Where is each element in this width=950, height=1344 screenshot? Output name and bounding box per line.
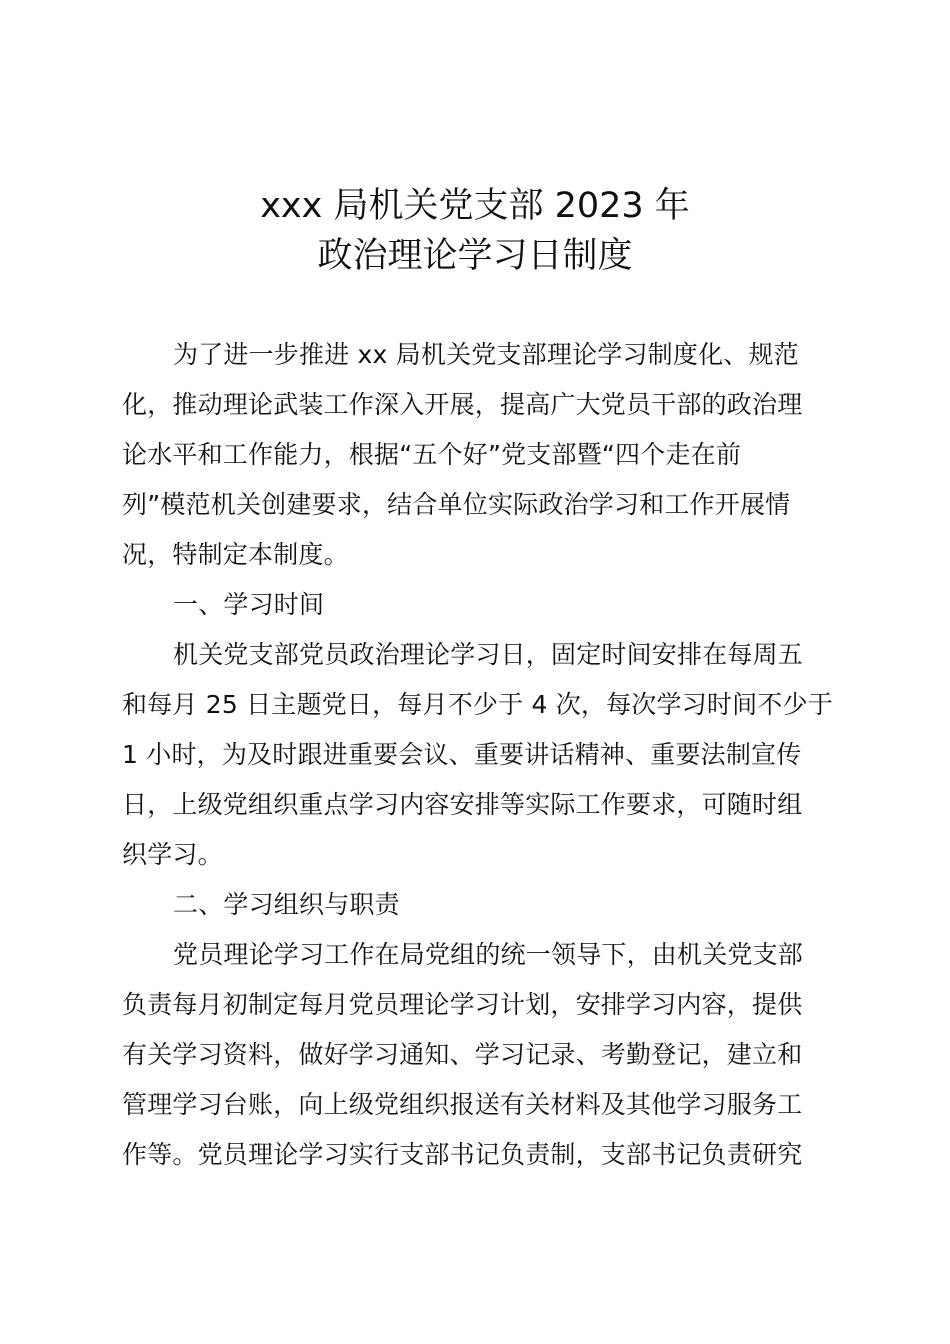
paragraph-line: 有关学习资料，做好学习通知、学习记录、考勤登记，建立和 (122, 1040, 803, 1069)
paragraph-line: 党员理论学习工作在局党组的统一领导下，由机关党支部 (173, 940, 804, 969)
paragraph-line: 化，推动理论武装工作深入开展，提高广大党员干部的政治理 (122, 390, 803, 419)
section-heading: 一、学习时间 (173, 590, 325, 619)
paragraph-line: 日，上级党组织重点学习内容安排等实际工作要求，可随时组 (122, 790, 803, 819)
paragraph-line: 为了进一步推进 xx 局机关党支部理论学习制度化、规范 (173, 340, 799, 369)
paragraph-line: 机关党支部党员政治理论学习日，固定时间安排在每周五 (173, 640, 804, 669)
paragraph-line: 织学习。 (122, 840, 223, 869)
paragraph-line: 和每月 25 日主题党日，每月不少于 4 次，每次学习时间不少于 (122, 690, 833, 719)
document-title-line-1: xxx 局机关党支部 2023 年 (260, 186, 690, 226)
section-heading: 二、学习组织与职责 (173, 890, 400, 919)
paragraph-line: 负责每月初制定每月党员理论学习计划，安排学习内容，提供 (122, 990, 803, 1019)
paragraph-line: 况，特制定本制度。 (122, 540, 349, 569)
paragraph-line: 列”模范机关创建要求，结合单位实际政治学习和工作开展情 (122, 490, 791, 519)
paragraph-line: 论水平和工作能力，根据“五个好”党支部暨“四个走在前 (122, 440, 742, 469)
paragraph-line: 1 小时，为及时跟进重要会议、重要讲话精神、重要法制宣传 (122, 740, 802, 769)
paragraph-line: 管理学习台账，向上级党组织报送有关材料及其他学习服务工 (122, 1090, 803, 1119)
document-title-line-2: 政治理论学习日制度 (317, 236, 633, 276)
paragraph-line: 作等。党员理论学习实行支部书记负责制，支部书记负责研究 (122, 1140, 803, 1169)
